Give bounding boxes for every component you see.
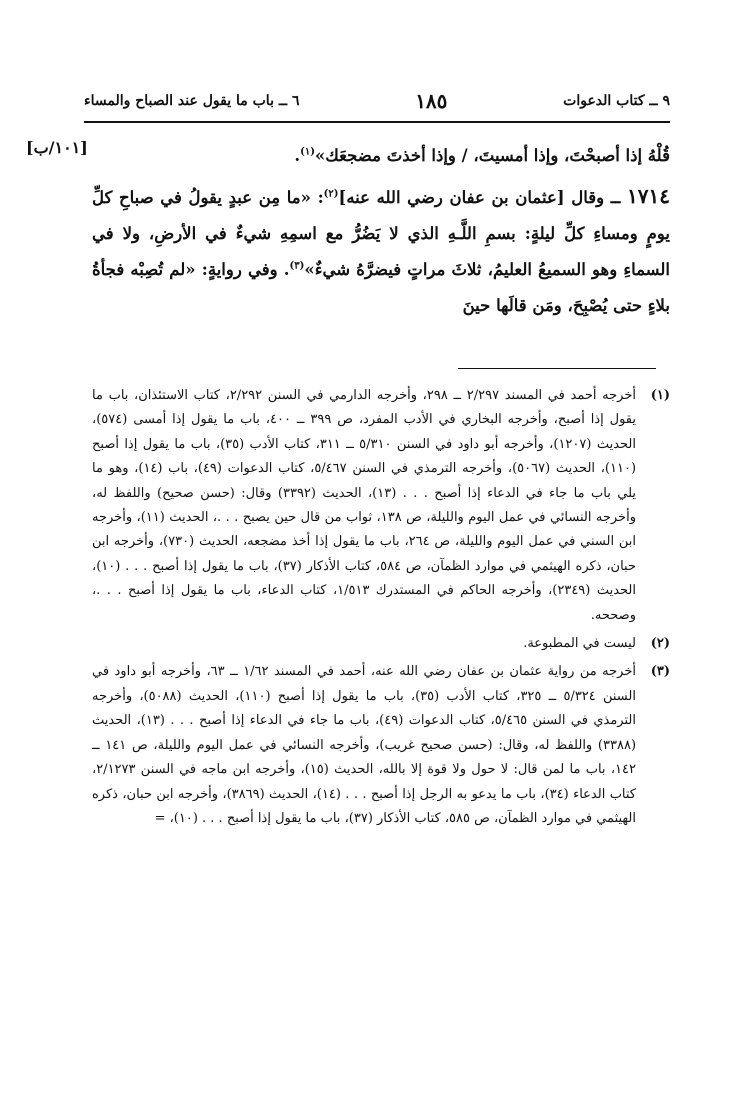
- footnote-ref-3: (٣): [289, 260, 305, 272]
- footnotes: [92, 384, 670, 835]
- footnote-ref-2: (٢): [323, 188, 339, 200]
- footnote: [92, 660, 670, 831]
- section-title: ٦ ــ باب ما يقول عند الصباح والمساء: [84, 93, 300, 109]
- manuscript-folio-ref: [١٠١/ب]: [26, 138, 88, 157]
- chapter-title: ٩ ــ كتاب الدعوات: [563, 93, 670, 109]
- footnote-text: أخرجه من رواية عثمان بن عفان رضي الله عنه، أحمد في المسند ١/٦٢ ــ ٦٣، وأخرجه أبو داود في السنن ٥/٣٢٤ ــ ٣٢٥، كتاب الأدب (٣٥)، باب ما يقول إذا أصبح (١١٠)، الحديث (٥٠٨٨)، وأخرجه الترمذي في السنن ٥/٤٦٥، كتاب الدعوات (٤٩)، باب ما جاء في الدعاء إذا أصبح . . . (١٣)، الحديث (٣٣٨٨) واللفظ له، وقال: (حسن صحيح غريب)، وأخرجه النسائي في عمل اليوم والليلة، ص ١٤١ ــ ١٤٢، باب ما لمن قال: لا حول ولا قوة إلا بالله، الحديث (١٥)، وأخرجه ابن ماجه في السنن ٢/١٢٧٣، كتاب الدعاء (٣٤)، باب ما يدعو به الرجل إذا أصبح . . . (١٤)، الحديث (٣٨٦٩)، وأخرجه ابن حبان، ذكره الهيثمي في موارد الظمآن، ص ٥٨٥، كتاب الأذكار (٣٧)، باب ما يقول إذا أصبح . . . (١٠)، =: [92, 664, 637, 826]
- footnote-number: (١): [650, 388, 670, 403]
- main-line-1: قُلْهُ إذا أصبحْتَ، وإذا أمسيتَ، / وإذا أخذتَ مضجعَك»$^{(١)}$.: [294, 146, 670, 165]
- footnote-text: ليست في المطبوعة.: [523, 636, 636, 652]
- footnote-number: (٣): [650, 664, 670, 680]
- header-rule: [84, 121, 670, 123]
- page-number: ١٨٥: [415, 89, 448, 113]
- footnote-number: (٢): [650, 636, 670, 652]
- footnote-separator: [458, 368, 656, 369]
- footnote: [92, 384, 670, 628]
- footnote-ref-1: (١): [300, 146, 315, 158]
- running-header: [84, 88, 670, 114]
- footnote: [92, 632, 670, 656]
- hadith-number: ١٧١٤: [627, 184, 670, 208]
- footnote-text: أخرجه أحمد في المسند ٢/٢٩٧ ــ ٢٩٨، وأخرجه الدارمي في السنن ٢/٢٩٢، كتاب الاستئذان، باب ما يقول إذا أصبح، وأخرجه البخاري في الأدب المفرد، ص ٣٩٩ ــ ٤٠٠، باب ما يقول إذا أمسى (٥٧٤)، الحديث (١٢٠٧)، وأخرجه أبو داود في السنن ٥/٣١٠ ــ ٣١١، كتاب الأدب (٣٥)، باب ما يقول إذا أصبح (١١٠)، الحديث (٥٠٦٧)، وأخرجه الترمذي في السنن ٥/٤٦٧، كتاب الدعوات (٤٩)، باب (١٤)، وهو ما يلي باب ما جاء في الدعاء إذا أصبح . . . (١٣)، الحديث (٣٣٩٢) وقال: (حسن صحيح) واللفظ له، وأخرجه النسائي في عمل اليوم والليلة، ص ١٣٨، ثواب من قال حين يصبح . . .، الحديث (١١)، وأخرجه ابن السني في عمل اليوم والليلة، ص ٢٦٤، باب ما يقول إذا أخذ مضجعه، الحديث (٧٣٠)، وأخرجه ابن حبان، ذكره الهيثمي في موارد الظمآن، ص ٥٨٤، كتاب الأذكار (٣٧)، باب ما يقول إذا أصبح . . . (١٠)، الحديث (٢٣٤٩)، وأخرجه الحاكم في المستدرك ١/٥١٣، كتاب الدعاء، باب ما يقول إذا أصبح . . .، وصححه.: [92, 388, 637, 623]
- hadith-paragraph: ١٧١٤ ــ وقال [عثمان بن عفان رضي الله عنه]$^{(٢)}$: «ما مِن عبدٍ يقولُ في صباحِ كلِّ يومٍ ومساءِ كلِّ ليلةٍ: بسمِ اللَّـهِ الذي لا يَضُرُّ مع اسمِهِ شيءٌ في الأرضِ، ولا في السماءِ وهو السميعُ العليمُ، ثلاثَ مراتٍ فيضرَّهُ شيءٌ»$^{(٣)}$. وفي روايةٍ: «لم تُصِبْه فجأةُ بلاءٍ حتى يُصْبِحَ، ومَن قالَها حينَ: [92, 184, 670, 315]
- main-text: [92, 138, 670, 324]
